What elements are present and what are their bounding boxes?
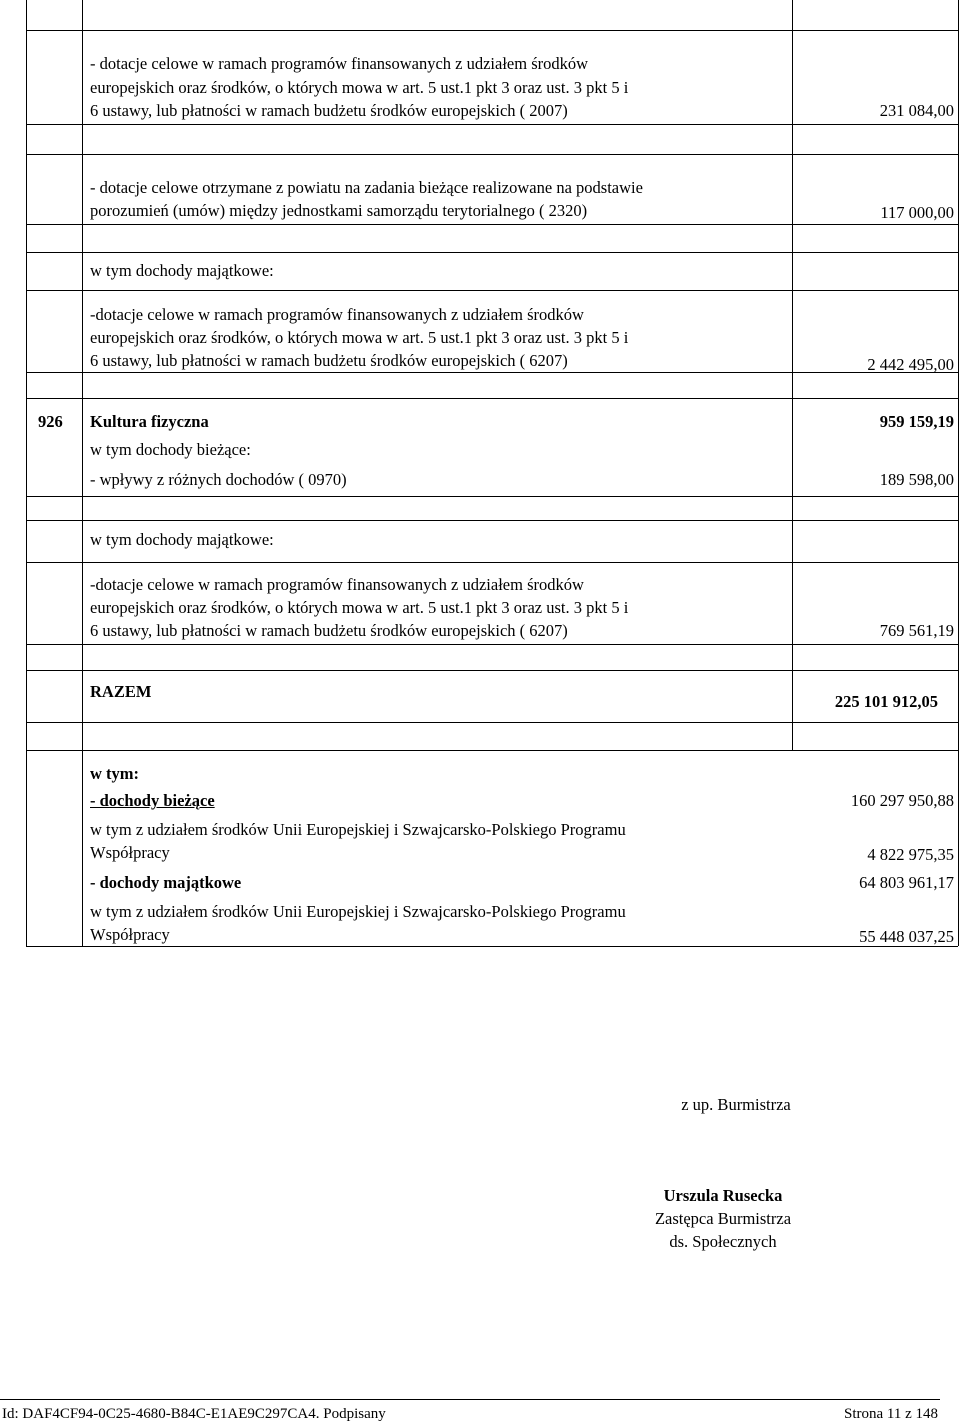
current-eu-description: Współpracy xyxy=(90,843,170,862)
table-left-border xyxy=(26,0,27,946)
current-eu-description: w tym z udziałem środków Unii Europejskiej i Szwajcarsko-Polskiego Programu xyxy=(90,820,626,839)
table-row-line xyxy=(26,224,958,225)
table-row-line xyxy=(26,670,958,671)
total-amount: 225 101 912,05 xyxy=(834,692,938,711)
row-description: w tym dochody majątkowe: xyxy=(90,530,274,549)
row-amount: 769 561,19 xyxy=(879,621,954,640)
table-column-divider xyxy=(792,0,793,750)
page-number: Strona 11 z 148 xyxy=(843,1406,938,1422)
footer-divider xyxy=(0,1399,940,1400)
row-description: -dotacje celowe w ramach programów finansowanych z udziałem środków xyxy=(90,305,584,324)
section-amount: 959 159,19 xyxy=(879,412,954,431)
table-row-line xyxy=(26,252,958,253)
table-row-line xyxy=(26,520,958,521)
table-row-line xyxy=(26,154,958,155)
table-row-line xyxy=(26,398,958,399)
signature-name: Urszula Rusecka xyxy=(663,1186,783,1205)
table-row-line xyxy=(26,644,958,645)
document-id: Id: DAF4CF94-0C25-4680-B84C-E1AE9C297CA4. Podpisany xyxy=(2,1406,386,1422)
row-description: 6 ustawy, lub płatności w ramach budżetu środków europejskich ( 2007) xyxy=(90,101,568,120)
current-income-label: - dochody bieżące xyxy=(90,791,215,810)
property-income-amount: 64 803 961,17 xyxy=(859,873,954,892)
row-description: - dotacje celowe w ramach programów finansowanych z udziałem środków xyxy=(90,54,589,73)
row-description: europejskich oraz środków, o których mowa w art. 5 ust.1 pkt 3 oraz ust. 3 pkt 5 i xyxy=(90,328,629,347)
row-amount: 231 084,00 xyxy=(879,101,954,120)
table-row-line xyxy=(26,124,958,125)
property-eu-amount: 55 448 037,25 xyxy=(859,927,954,946)
section-title: Kultura fizyczna xyxy=(90,412,209,431)
signature-on-behalf: z up. Burmistrza xyxy=(681,1095,791,1114)
signature-department: ds. Społecznych xyxy=(669,1232,777,1251)
breakdown-header: w tym: xyxy=(90,764,140,783)
row-amount: 117 000,00 xyxy=(880,203,954,222)
table-row-line xyxy=(26,30,958,31)
total-label: RAZEM xyxy=(90,682,152,701)
table-row-line xyxy=(26,722,958,723)
row-amount: 189 598,00 xyxy=(879,470,954,489)
row-description: w tym dochody majątkowe: xyxy=(90,261,274,280)
property-eu-description: Współpracy xyxy=(90,925,170,944)
table-row-line xyxy=(26,496,958,497)
row-description: porozumień (umów) między jednostkami samorządu terytorialnego ( 2320) xyxy=(90,201,588,220)
row-description: 6 ustawy, lub płatności w ramach budżetu środków europejskich ( 6207) xyxy=(90,621,568,640)
row-description: -dotacje celowe w ramach programów finansowanych z udziałem środków xyxy=(90,575,584,594)
table-row-line xyxy=(26,290,958,291)
section-code: 926 xyxy=(38,412,63,431)
table-row-line xyxy=(26,750,958,751)
row-description: europejskich oraz środków, o których mowa w art. 5 ust.1 pkt 3 oraz ust. 3 pkt 5 i xyxy=(90,598,629,617)
row-description: 6 ustawy, lub płatności w ramach budżetu środków europejskich ( 6207) xyxy=(90,351,568,370)
table-column-divider xyxy=(82,0,83,946)
row-description: - wpływy z różnych dochodów ( 0970) xyxy=(90,470,347,489)
current-eu-amount: 4 822 975,35 xyxy=(867,845,954,864)
property-income-label: - dochody majątkowe xyxy=(90,873,242,892)
table-row-line xyxy=(26,562,958,563)
row-description: w tym dochody bieżące: xyxy=(90,440,251,459)
current-income-amount: 160 297 950,88 xyxy=(850,791,954,810)
row-description: europejskich oraz środków, o których mowa w art. 5 ust.1 pkt 3 oraz ust. 3 pkt 5 i xyxy=(90,78,629,97)
signature-position: Zastępca Burmistrza xyxy=(654,1209,792,1228)
row-description: - dotacje celowe otrzymane z powiatu na zadania bieżące realizowane na podstawie xyxy=(90,178,643,197)
property-eu-description: w tym z udziałem środków Unii Europejskiej i Szwajcarsko-Polskiego Programu xyxy=(90,902,626,921)
table-right-border xyxy=(958,0,959,946)
row-amount: 2 442 495,00 xyxy=(867,355,954,374)
